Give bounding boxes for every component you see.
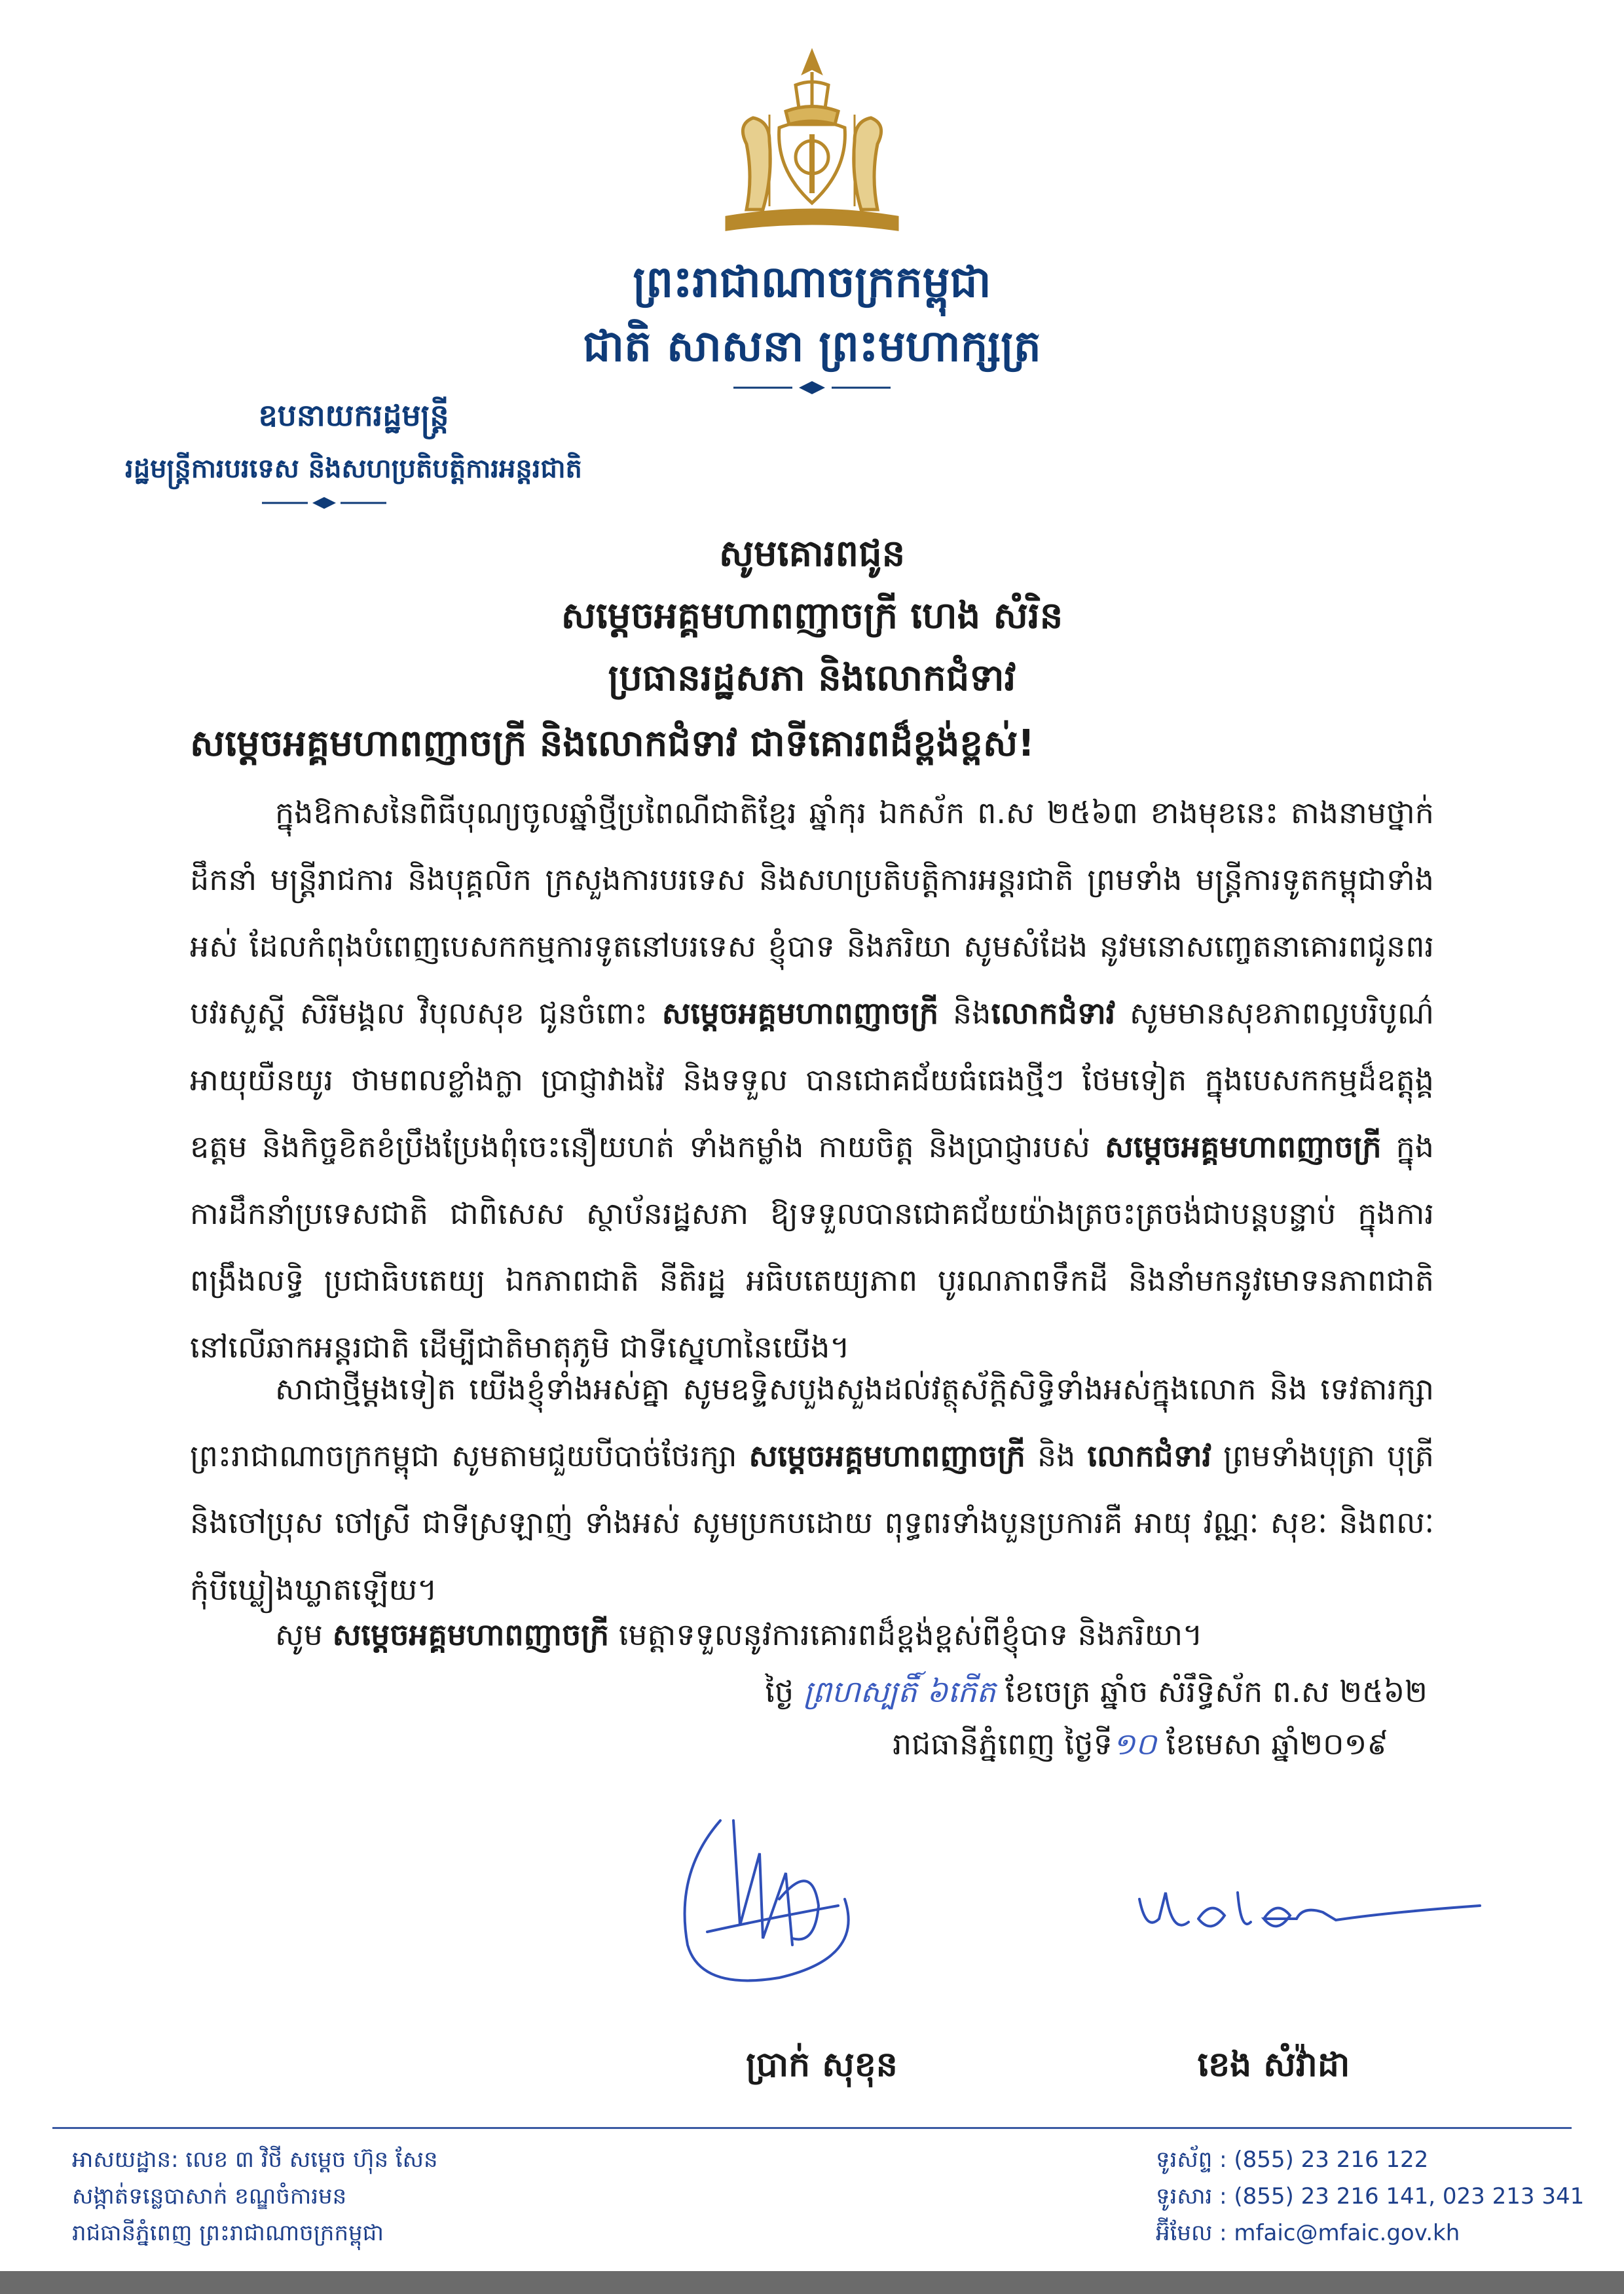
para1-text-b: និង xyxy=(938,995,991,1031)
body-paragraph-2 xyxy=(190,1356,1434,1623)
signatory-name-right: ខេង សំវ៉ាដា xyxy=(1197,2045,1350,2084)
email-link[interactable]: : mfaic@mfaic.gov.kh xyxy=(1212,2220,1460,2246)
footer-address xyxy=(72,2141,858,2251)
lunar-date xyxy=(655,1673,1428,1717)
para3-text-a: សូម xyxy=(275,1617,333,1652)
national-motto: ជាតិ សាសនា ព្រះមហាក្សត្រ xyxy=(583,321,1041,371)
para1-text-a: ក្នុងឱកាសនៃពិធីបុណ្យចូលឆ្នាំថ្មីប្រពៃណីជាតិខ្មែរ ឆ្នាំកុរ ឯកស័ក ព.ស ២៥៦៣ ខាងមុខនេះ តាងនាមថ្នាក់ដឹកនាំ មន្ត្រីរាជការ និងបុគ្គលិក ក្រសួងការបរទេស និងសហប្រតិបត្តិការអន្តរជាតិ ព្រមទាំង មន្ត្រីការទូតកម្ពុជាទាំងអស់ ដែលកំពុងបំពេញបេសកកម្មការទូតនៅបរទេស ខ្ញុំបាទ និងភរិយា សូមសំដែង នូវមនោសញ្ចេតនាគោរពជូនពរ បវរសួស្តី សិរីមង្គល វិបុលសុខ ជូនចំពោះ xyxy=(190,795,1434,1031)
body-paragraph-3 xyxy=(190,1601,1434,1668)
office-title: ឧបនាយករដ្ឋមន្ត្រី xyxy=(258,398,449,433)
addressee-line-1: សូមគោរពជូន xyxy=(718,532,906,575)
para3-text-b: មេត្តាទទួលនូវការគោរពដ៏ខ្ពង់ខ្ពស់ពីខ្ញុំបាទ និងភរិយា។ xyxy=(609,1617,1203,1652)
fax-value: : (855) 23 216 141, 023 213 341 xyxy=(1212,2183,1585,2210)
addressee-line-2: សម្តេចអគ្គមហាពញាចក្រី ហេង សំរិន xyxy=(561,595,1063,637)
signature-left xyxy=(648,1794,884,1997)
lunar-date-rest: ខែចេត្រ ឆ្នាំច សំរឹទ្ធិស័ក ព.ស ២៥៦២ xyxy=(995,1674,1428,1709)
email-label: អ៊ីមែល xyxy=(1156,2220,1213,2246)
signatory-name-left: ប្រាក់ សុខុន xyxy=(746,2045,898,2084)
solar-date-rest: ខែមេសា ឆ្នាំ២០១៩ xyxy=(1156,1726,1388,1762)
footer-email[interactable] xyxy=(1156,2215,1601,2251)
para1-emphasis-samdech: សម្តេចអគ្គមហាពញាចក្រី xyxy=(661,995,939,1031)
addressee-line-3: ប្រធានរដ្ឋសភា និងលោកជំទាវ xyxy=(608,657,1016,699)
scan-bottom-edge xyxy=(0,2271,1624,2294)
footer-address-line-2: សង្កាត់ទន្លេបាសាក់ ខណ្ឌចំការមន xyxy=(72,2183,347,2210)
footer-phone xyxy=(1156,2141,1601,2178)
para2-text-a: សាជាថ្មីម្តងទៀត យើងខ្ញុំទាំងអស់គ្នា សូមឧទ្ទិសបួងសួងដល់វត្ថុស័ក្តិសិទ្ធិទាំងអស់ក្នុងលោក និង ទេវតារក្សាព្រះរាជាណាចក្រកម្ពុជា សូមតាមជួយបីបាច់ថែរក្សា xyxy=(190,1371,1434,1473)
footer-divider xyxy=(52,2127,1572,2129)
lunar-date-handwritten: ព្រហស្បតិ៍ ៦កើត xyxy=(803,1674,996,1709)
footer-contact xyxy=(1156,2141,1601,2251)
para1-text-d: ក្នុងការដឹកនាំប្រទេសជាតិ ជាពិសេស ស្ថាប័នរដ្ឋសភា ឱ្យទទួលបានជោគជ័យយ៉ាងត្រចះត្រចង់ជាបន្តបន្ទាប់ ក្នុងការពង្រឹងលទ្ធិ ប្រជាធិបតេយ្យ ឯកភាពជាតិ នីតិរដ្ឋ អធិបតេយ្យភាព បូរណភាពទឹកដី និងនាំមកនូវមោទនភាពជាតិ នៅលើឆាកអន្តរជាតិ ដើម្បីជាតិមាតុភូមិ ជាទីស្នេហានៃយើង។ xyxy=(190,1129,1434,1365)
footer-address-line-1 xyxy=(72,2141,858,2178)
ornament-divider-office xyxy=(259,495,390,511)
fax-label: ទូរសារ xyxy=(1156,2183,1213,2210)
solar-date-handwritten: ១០ xyxy=(1112,1726,1157,1762)
para2-emphasis-lok-chumteav: លោកជំទាវ xyxy=(1087,1438,1212,1473)
solar-date xyxy=(655,1726,1388,1769)
footer-address-line-3: រាជធានីភ្នំពេញ ព្រះរាជាណាចក្រកម្ពុជា xyxy=(72,2220,384,2246)
phone-label: ទូរស័ព្ទ xyxy=(1156,2147,1213,2173)
address-label: អាសយដ្ឋាន: xyxy=(72,2147,179,2173)
ornament-divider xyxy=(730,380,894,396)
para2-emphasis-samdech: សម្តេចអគ្គមហាពញាចក្រី xyxy=(748,1438,1026,1473)
signature-right xyxy=(1126,1873,1493,1958)
solar-date-prefix: រាជធានីភ្នំពេញ ថ្ងៃទី xyxy=(892,1726,1113,1762)
para2-text-b: និង xyxy=(1025,1438,1088,1473)
royal-crest-emblem xyxy=(707,46,917,242)
para1-text-c: សូមមានសុខភាពល្អបរិបូណ៌ អាយុយឺនយូរ ថាមពលខ្លាំងក្លា ប្រាជ្ញាវាងវៃ និងទទួល បានជោគជ័យធំធេងថ្មីៗ ថែមទៀត ក្នុងបេសកកម្មដ៏ឧត្តុង្គឧត្តម និងកិច្ចខិតខំប្រឹងប្រែងពុំចេះនឿយហត់ ទាំងកម្លាំង កាយចិត្ត និងប្រាជ្ញារបស់ xyxy=(190,995,1434,1164)
para1-emphasis-samdech-2: សម្តេចអគ្គមហាពញាចក្រី xyxy=(1105,1129,1382,1164)
address-value: លេខ ៣ វិថី សម្តេច ហ៊ុន សែន xyxy=(178,2147,438,2173)
para1-emphasis-lok-chumteav: លោកជំទាវ xyxy=(991,995,1116,1031)
lunar-date-prefix: ថ្ងៃ xyxy=(765,1674,794,1709)
office-subtitle: រដ្ឋមន្ត្រីការបរទេស និងសហប្រតិបត្តិការអន្តរជាតិ xyxy=(125,454,582,484)
para3-emphasis-samdech: សម្តេចអគ្គមហាពញាចក្រី xyxy=(332,1617,610,1652)
body-paragraph-1 xyxy=(190,779,1434,1380)
phone-value: : (855) 23 216 122 xyxy=(1212,2147,1429,2173)
kingdom-name: ព្រះរាជាណាចក្រកម្ពុជា xyxy=(633,257,991,307)
footer-fax xyxy=(1156,2178,1601,2215)
para2-text-c: ព្រមទាំងបុត្រា បុត្រី និងចៅប្រុស ចៅស្រី ជាទីស្រឡាញ់ ទាំងអស់ សូមប្រកបដោយ ពុទ្ធពរទាំងបួនប្រការគឺ អាយុ វណ្ណៈ សុខៈ និងពលៈ កុំបីឃ្លៀងឃ្លាតឡើយ។ xyxy=(190,1438,1434,1607)
salutation: សម្តេចអគ្គមហាពញាចក្រី និងលោកជំទាវ ជាទីគោរពដ៏ខ្ពង់ខ្ពស់! xyxy=(190,722,1035,765)
